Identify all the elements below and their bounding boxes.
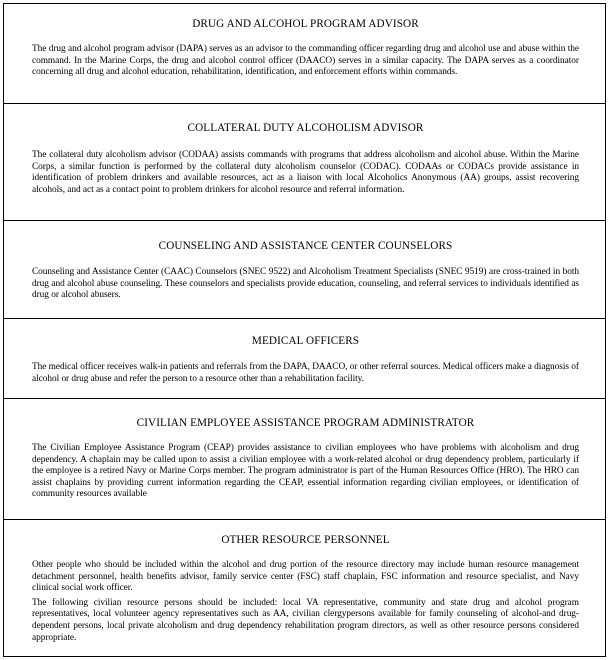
section-title: OTHER RESOURCE PERSONNEL — [221, 534, 390, 546]
section-paragraph: Counseling and Assistance Center (CAAC) Counselors (SNEC 9522) and Alcoholism Treatment Specialists (SNEC 9519) are cross-trained in both drug and alcohol abuse counseling. These counselors and specialists provide education, counseling, and referral services to individuals identified as drug or alcohol abusers. — [32, 267, 579, 301]
section-ceap-administrator — [4, 399, 605, 520]
section-paragraph: The medical officer receives walk-in patients and referrals from the DAPA, DAACO, or other referral sources. Medical officers make a diagnosis of alcohol or drug abuse and refer the person to a resource other than a rehabilitation facility. — [32, 362, 579, 384]
section-title: MEDICAL OFFICERS — [251, 335, 360, 347]
section-paragraph: The following civilian resource persons should be included: local VA representative, community and state drug and alcohol program representatives, local volunteer agency representatives such as AA, civilian clergypersons available for family counseling of alcohol-and drug-dependent persons, local private alcoholism and drug dependency rehabilitation program directors, as well as other resource persons considered appropriate. — [32, 597, 579, 643]
section-paragraph: Other people who should be included within the alcohol and drug portion of the resource directory may include human resource management detachment personnel, health benefits advisor, family service center (FSC) staff chaplain, FSC information and resource specialist, and Navy clinical social work officer. — [32, 560, 579, 594]
section-title: COUNSELING AND ASSISTANCE CENTER COUNSELORS — [158, 240, 453, 252]
section-title: COLLATERAL DUTY ALCOHOLISM ADVISOR — [187, 122, 424, 134]
section-paragraph: The drug and alcohol program advisor (DAPA) serves as an advisor to the commanding officer regarding drug and alcohol use and abuse within the command. In the Marine Corps, the drug and alcohol control officer (DAACO) serves in a similar capacity. The DAPA serves as a coordinator concerning all drug and alcohol education, rehabilitation, identification, and enforcement efforts within commands. — [32, 44, 579, 78]
section-title: CIVILIAN EMPLOYEE ASSISTANCE PROGRAM ADMINISTRATOR — [136, 417, 475, 429]
section-codaa — [4, 104, 605, 221]
section-medical-officers — [4, 319, 605, 399]
section-other-resource-personnel — [4, 520, 605, 658]
section-title: DRUG AND ALCOHOL PROGRAM ADVISOR — [192, 18, 419, 30]
section-caac-counselors — [4, 221, 605, 319]
resource-table — [3, 3, 606, 657]
section-dapa — [4, 4, 605, 104]
section-paragraph: The collateral duty alcoholism advisor (CODAA) assists commands with programs that address alcoholism and alcohol abuse. Within the Marine Corps, a similar function is performed by the collateral duty alcoholism counselor (CODAC). CODAAs or CODACs provide assistance in identification of problem drinkers and available resources, act as a liaison with local Alcoholics Anonymous (AA) groups, assist recovering alcohols, and act as a contact point to problem drinkers for alcohol resource and referral information. — [32, 150, 579, 195]
section-paragraph: The Civilian Employee Assistance Program (CEAP) provides assistance to civilian employees who have problems with alcoholism and drug dependency. A chaplain may be called upon to assist a civilian employee with a work-related alcohol or drug dependency problem, particularly if the employee is a retired Navy or Marine Corps member. The program administrator is part of the Human Resources Office (HRO). The HRO can assist chaplains by providing current information regarding the CEAP, essential information regarding civilian employees, or identification of community resources available — [32, 443, 579, 500]
